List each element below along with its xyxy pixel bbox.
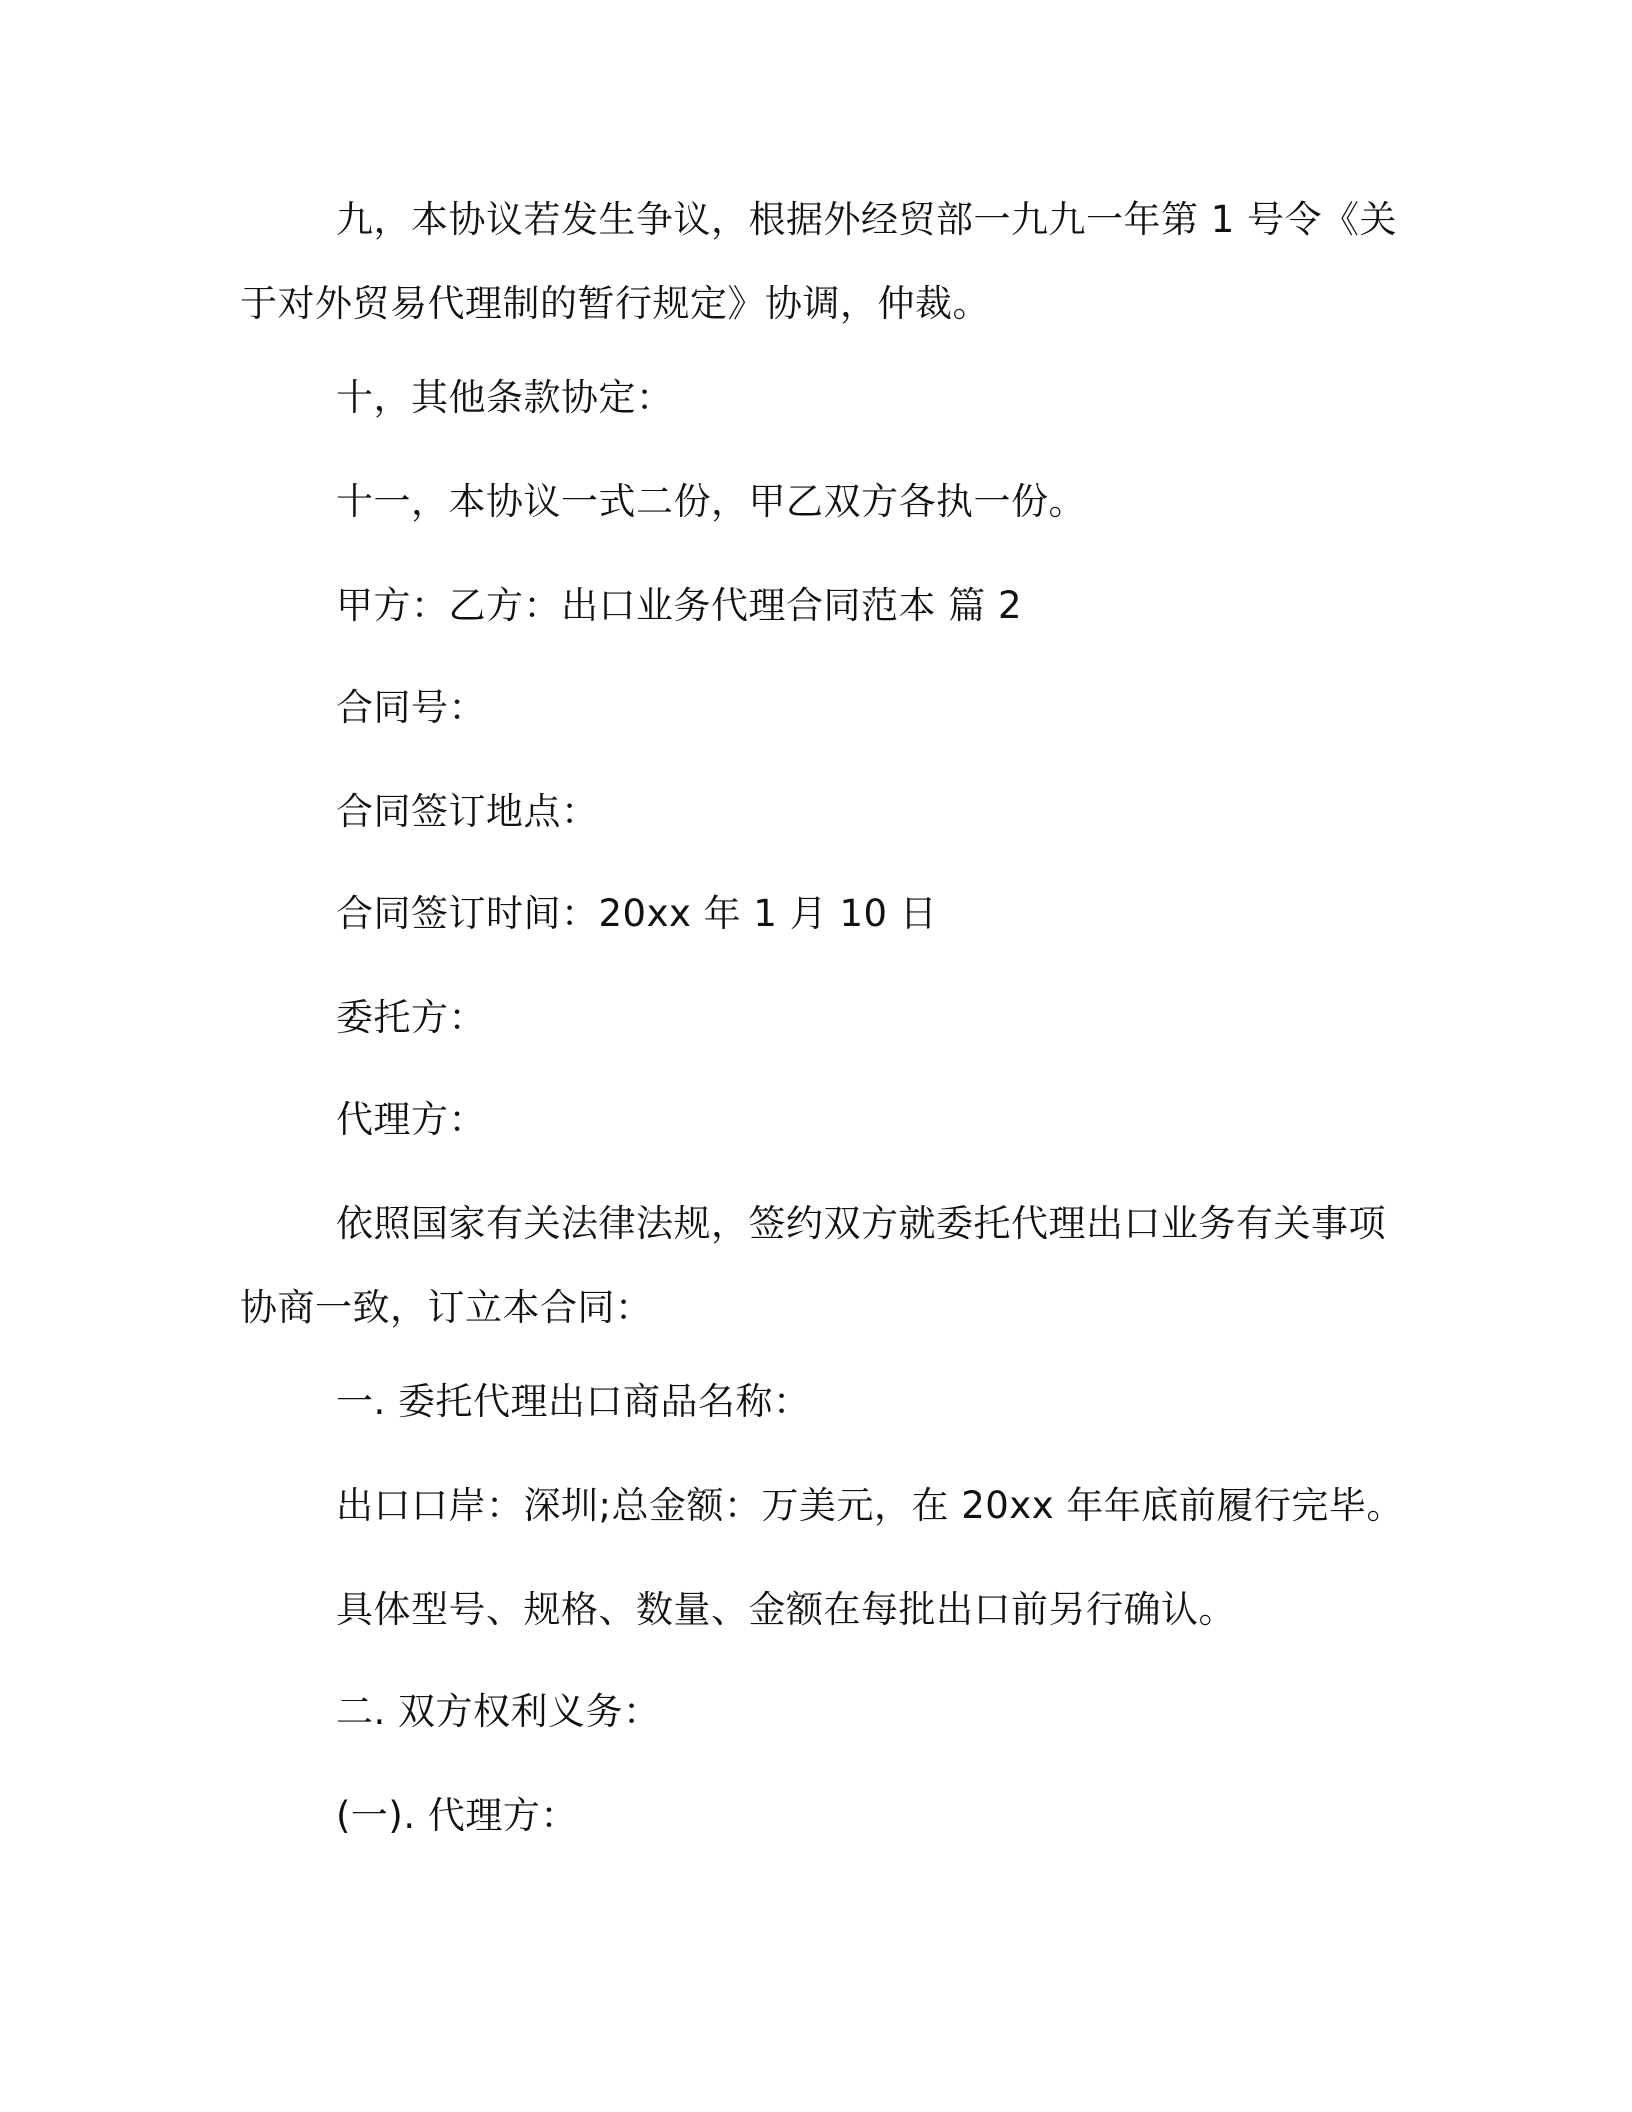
paragraph-export-port [240, 1464, 1404, 1548]
paragraph-line: 甲方：乙方：出口业务代理合同范本 篇 2 [336, 584, 1023, 627]
paragraph-contract-number [240, 666, 1390, 750]
paragraph-line: 代理方： [336, 1098, 486, 1141]
paragraph-parties-heading [240, 564, 1390, 648]
paragraph-clause-11 [240, 460, 1390, 544]
paragraph-clause-10 [240, 356, 1390, 440]
paragraph-clause-9 [240, 178, 1398, 346]
paragraph-line: (一). 代理方： [336, 1794, 578, 1837]
paragraph-line: 十，其他条款协定： [336, 376, 674, 419]
paragraph-line: 于对外贸易代理制的暂行规定》协调，仲裁。 [240, 282, 990, 325]
paragraph-line: 九，本协议若发生争议，根据外经贸部一九九一年第 1 号令《关 [336, 198, 1398, 241]
paragraph-preamble [240, 1182, 1390, 1350]
paragraph-line: 合同签订时间：20xx 年 1 月 10 日 [336, 892, 938, 935]
paragraph-agent-subsection [240, 1774, 1390, 1858]
paragraph-line: 委托方： [336, 996, 486, 1039]
paragraph-specifications [240, 1568, 1390, 1652]
paragraph-principal [240, 976, 1390, 1060]
paragraph-agent [240, 1078, 1390, 1162]
paragraph-line: 具体型号、规格、数量、金额在每批出口前另行确认。 [336, 1588, 1236, 1631]
paragraph-section-1-heading [240, 1360, 1390, 1444]
paragraph-line: 二. 双方权利义务： [336, 1690, 661, 1733]
paragraph-line: 合同号： [336, 686, 486, 729]
paragraph-section-2-heading [240, 1670, 1390, 1754]
paragraph-line: 一. 委托代理出口商品名称： [336, 1380, 811, 1423]
paragraph-signing-date [240, 872, 1390, 956]
paragraph-line: 十一，本协议一式二份，甲乙双方各执一份。 [336, 480, 1086, 523]
paragraph-line: 合同签订地点： [336, 790, 599, 833]
paragraph-line: 出口口岸：深圳;总金额：万美元，在 20xx 年年底前履行完毕。 [336, 1484, 1404, 1527]
paragraph-signing-place [240, 770, 1390, 854]
paragraph-line: 依照国家有关法律法规，签约双方就委托代理出口业务有关事项 [336, 1202, 1386, 1245]
paragraph-line: 协商一致，订立本合同： [240, 1286, 653, 1329]
